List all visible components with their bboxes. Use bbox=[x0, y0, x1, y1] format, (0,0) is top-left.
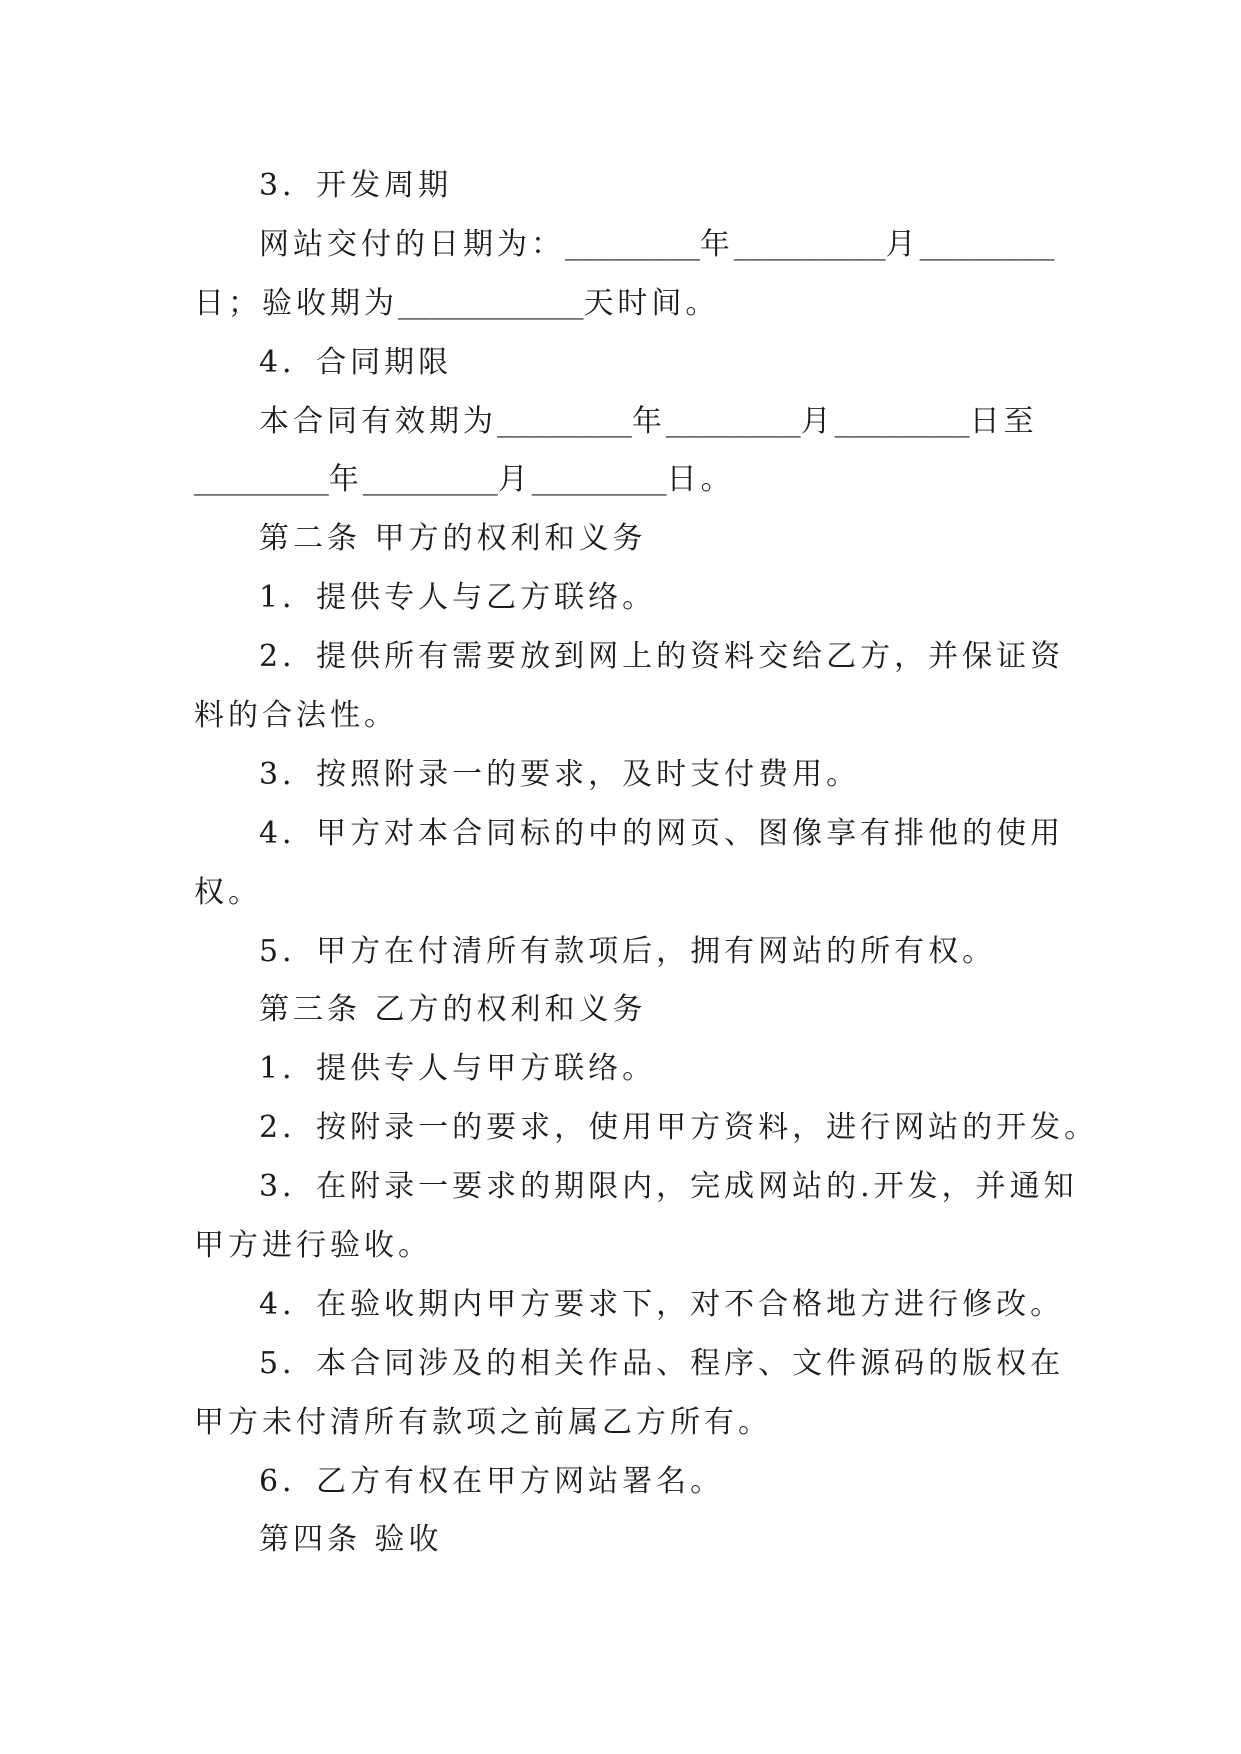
article-2-item-3: 3．按照附录一的要求，及时支付费用。 bbox=[259, 756, 861, 792]
article-2-item-4: 4．甲方对本合同标的中的网页、图像享有排他的使用 bbox=[259, 815, 1065, 851]
article-3-item-3: 3．在附录一要求的期限内，完成网站的.开发，并通知 bbox=[259, 1169, 1078, 1205]
year-unit: 年 bbox=[631, 403, 666, 439]
article-3-item-5-continued: 甲方未付清所有款项之前属乙方所有。 bbox=[194, 1404, 772, 1440]
article-3-item-3-continued: 甲方进行验收。 bbox=[194, 1228, 432, 1264]
item-3-development-period-heading: 3．开发周期 bbox=[259, 168, 453, 203]
article-3-item-5: 5．本合同涉及的相关作品、程序、文件源码的版权在 bbox=[259, 1345, 1065, 1381]
delivery-month-blank: _________ bbox=[733, 227, 886, 261]
article-3-item-2: 2．按附录一的要求，使用甲方资料，进行网站的开发。 bbox=[259, 1110, 1099, 1146]
start-month-blank: ________ bbox=[665, 404, 801, 438]
article-3-item-6: 6．乙方有权在甲方网站署名。 bbox=[259, 1463, 725, 1499]
month-unit: 月 bbox=[885, 226, 920, 262]
article-2-item-4-continued: 权。 bbox=[194, 874, 262, 910]
article-3-heading: 第三条 乙方的权利和义务 bbox=[259, 992, 647, 1028]
contract-validity-label: 本合同有效期为 bbox=[259, 403, 497, 439]
end-month-blank: ________ bbox=[362, 463, 498, 497]
day-to-unit: 日至 bbox=[969, 403, 1038, 439]
contract-validity-end-line bbox=[194, 451, 1241, 510]
delivery-day-blank: ________ bbox=[919, 227, 1055, 261]
month-unit: 月 bbox=[497, 462, 532, 498]
article-2-item-2-continued: 料的合法性。 bbox=[194, 698, 398, 734]
acceptance-period-line bbox=[194, 275, 1241, 334]
item-4-contract-term-heading: 4．合同期限 bbox=[259, 344, 453, 380]
article-2-item-1: 1．提供专人与乙方联络。 bbox=[259, 580, 657, 616]
acceptance-period-label: 日；验收期为 bbox=[194, 285, 398, 321]
end-day-blank: ________ bbox=[531, 463, 667, 497]
delivery-year-blank: ________ bbox=[565, 227, 700, 261]
acceptance-days-blank: ___________ bbox=[398, 286, 584, 320]
article-2-item-5: 5．甲方在付清所有款项后，拥有网站的所有权。 bbox=[259, 933, 997, 969]
year-unit: 年 bbox=[699, 226, 734, 262]
end-year-blank: ________ bbox=[194, 463, 329, 497]
start-day-blank: ________ bbox=[834, 404, 970, 438]
year-unit: 年 bbox=[328, 462, 363, 498]
month-unit: 月 bbox=[800, 403, 835, 439]
article-3-item-1: 1．提供专人与甲方联络。 bbox=[259, 1051, 657, 1087]
article-3-item-4: 4．在验收期内甲方要求下，对不合格地方进行修改。 bbox=[259, 1286, 1065, 1322]
delivery-date-label: 网站交付的日期为： bbox=[259, 226, 565, 262]
start-year-blank: ________ bbox=[497, 404, 632, 438]
contract-validity-line bbox=[194, 393, 1241, 452]
article-2-heading: 第二条 甲方的权利和义务 bbox=[259, 521, 647, 557]
day-unit: 日。 bbox=[666, 462, 735, 498]
days-unit: 天时间。 bbox=[583, 285, 720, 321]
delivery-date-line bbox=[194, 216, 1241, 275]
article-4-heading: 第四条 验收 bbox=[259, 1522, 443, 1558]
article-2-item-2: 2．提供所有需要放到网上的资料交给乙方，并保证资 bbox=[259, 639, 1065, 675]
